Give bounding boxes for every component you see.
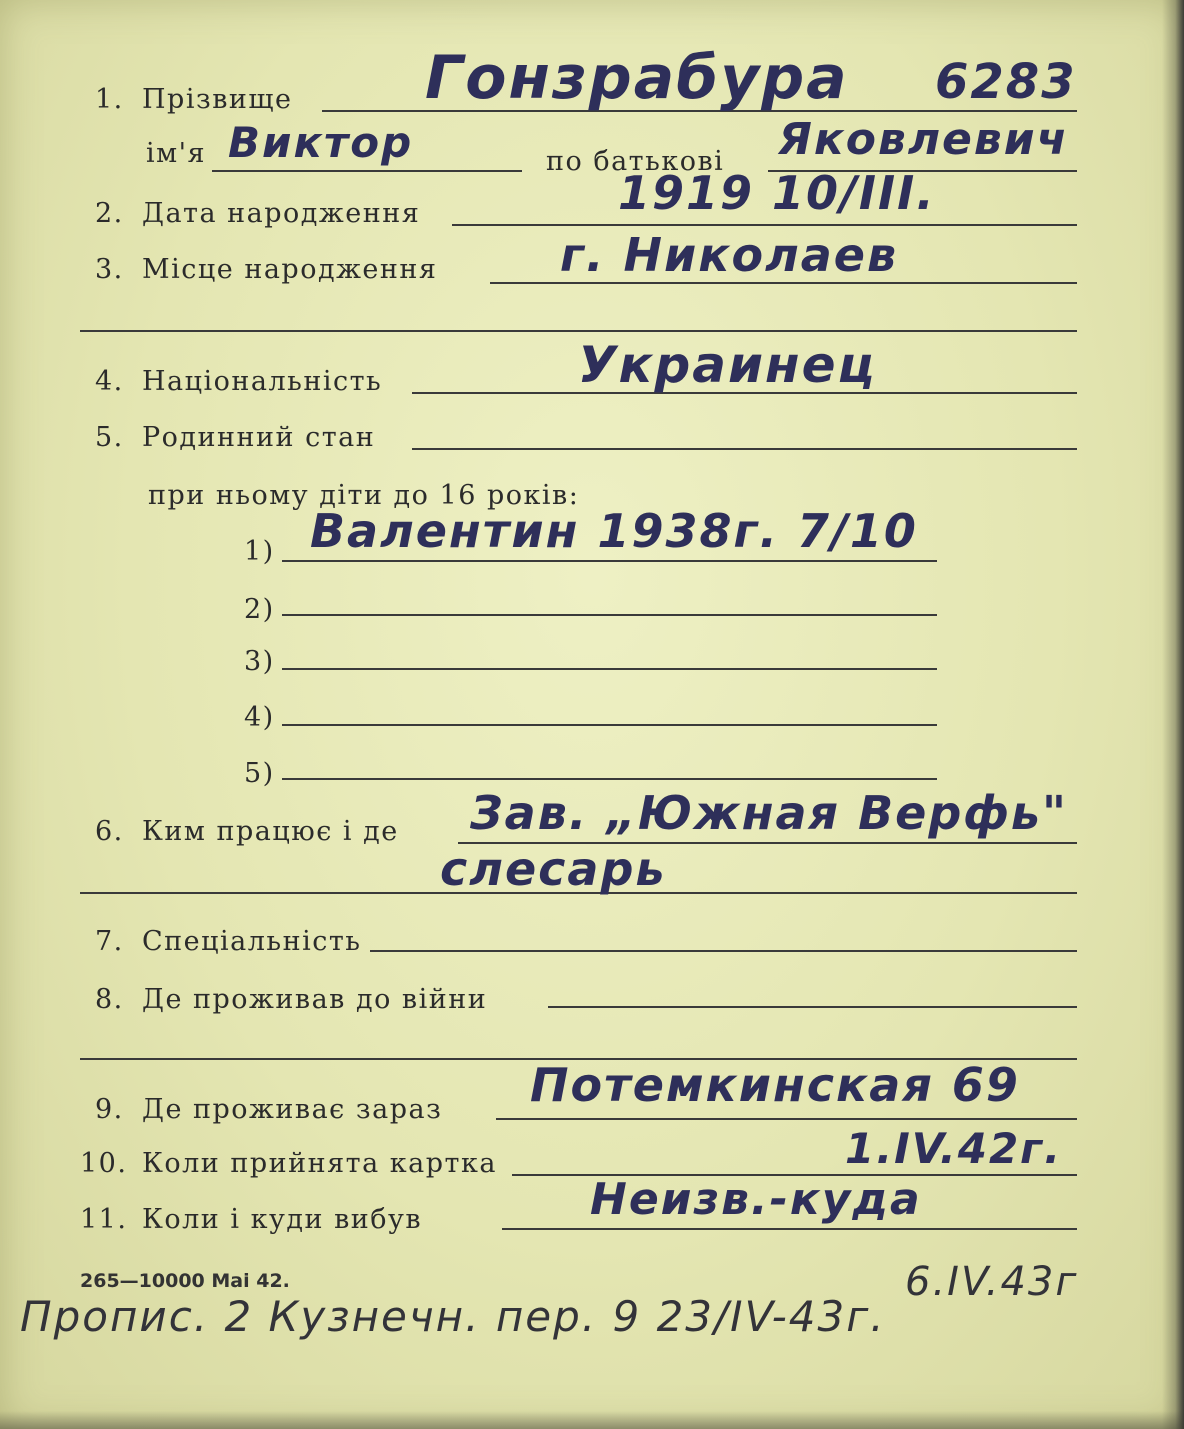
birth-place-value: г. Николаев bbox=[560, 228, 899, 282]
print-code: 265—10000 Mai 42. bbox=[80, 1270, 290, 1292]
current-residence-label: Де проживає зараз bbox=[142, 1094, 443, 1125]
current-residence-line bbox=[496, 1118, 1077, 1120]
nationality-label: Національність bbox=[142, 366, 383, 397]
card-bottom-shadow bbox=[0, 1411, 1184, 1429]
speciality-label: Спеціальність bbox=[142, 926, 362, 957]
patronymic-value: Яковлевич bbox=[778, 114, 1069, 165]
surname-label: Прізвище bbox=[142, 84, 293, 115]
item-11-number: 11. bbox=[80, 1204, 128, 1235]
first-name-value: Виктор bbox=[228, 118, 414, 167]
child-4-number: 4) bbox=[244, 702, 275, 733]
work-value: Зав. „Южная Верфь" bbox=[470, 786, 1068, 840]
child-5-line bbox=[282, 778, 937, 780]
birth-place-line bbox=[490, 282, 1077, 284]
departed-line bbox=[502, 1228, 1077, 1230]
child-3-number: 3) bbox=[244, 646, 275, 677]
first-name-label: ім'я bbox=[146, 138, 207, 169]
speciality-line bbox=[370, 950, 1077, 952]
item-4-number: 4. bbox=[95, 366, 124, 397]
item-1-number: 1. bbox=[95, 84, 124, 115]
work-label: Ким працює і де bbox=[142, 816, 399, 847]
departed-label: Коли і куди вибув bbox=[142, 1204, 423, 1235]
card-accepted-value: 1.IV.42г. bbox=[845, 1124, 1063, 1173]
nationality-value: Украинец bbox=[578, 336, 877, 394]
item-9-number: 9. bbox=[95, 1094, 124, 1125]
prewar-residence-label: Де проживав до війни bbox=[142, 984, 488, 1015]
child-1-number: 1) bbox=[244, 536, 275, 567]
birth-date-value: 1919 10/III. bbox=[618, 166, 936, 220]
item-10-number: 10. bbox=[80, 1148, 128, 1179]
item-3-number: 3. bbox=[95, 254, 124, 285]
card-accepted-label: Коли прийнята картка bbox=[142, 1148, 497, 1179]
item-6-number: 6. bbox=[95, 816, 124, 847]
birth-date-line bbox=[452, 224, 1077, 226]
departed-date-note: 6.IV.43г bbox=[905, 1259, 1079, 1305]
child-2-line bbox=[282, 614, 937, 616]
children-label: при ньому діти до 16 років: bbox=[148, 480, 580, 511]
child-5-number: 5) bbox=[244, 758, 275, 789]
surname-value: Гонзрабура bbox=[425, 43, 849, 113]
work-value-2: слесарь bbox=[440, 842, 667, 896]
item-5-number: 5. bbox=[95, 422, 124, 453]
child-2-number: 2) bbox=[244, 594, 275, 625]
patronymic-label: по батькові bbox=[546, 146, 725, 177]
child-1-value: Валентин 1938г. 7/10 bbox=[310, 504, 918, 558]
item-7-number: 7. bbox=[95, 926, 124, 957]
card-number: 6283 bbox=[935, 54, 1077, 110]
departed-value: Неизв.-куда bbox=[590, 1174, 922, 1225]
prewar-residence-line bbox=[548, 1006, 1077, 1008]
child-3-line bbox=[282, 668, 937, 670]
family-status-line bbox=[412, 448, 1077, 450]
family-status-label: Родинний стан bbox=[142, 422, 376, 453]
birth-place-line-2 bbox=[80, 330, 1077, 332]
birth-place-label: Місце народження bbox=[142, 254, 438, 285]
footer-registration-note: Пропис. 2 Кузнечн. пер. 9 23/IV-43г. bbox=[20, 1292, 886, 1341]
item-2-number: 2. bbox=[95, 198, 124, 229]
first-name-line bbox=[212, 170, 522, 172]
child-1-line bbox=[282, 560, 937, 562]
child-4-line bbox=[282, 724, 937, 726]
current-residence-value: Потемкинская 69 bbox=[530, 1058, 1020, 1112]
card-edge-shadow bbox=[1162, 0, 1184, 1429]
item-8-number: 8. bbox=[95, 984, 124, 1015]
birth-date-label: Дата народження bbox=[142, 198, 421, 229]
